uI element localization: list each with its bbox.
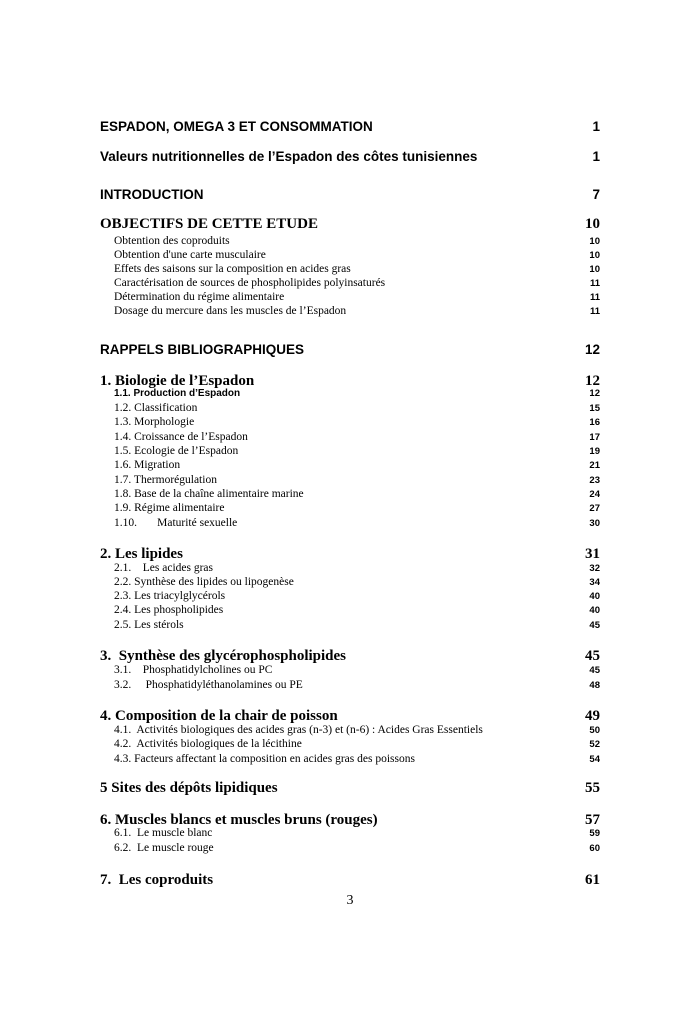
toc-subentry (114, 664, 600, 676)
toc-entry-introduction (100, 187, 600, 202)
toc-subentry (114, 459, 600, 471)
toc-subentry (114, 249, 600, 261)
toc-subentry-page: 21 (589, 460, 600, 471)
toc-entry-label: 5 Sites des dépôts lipidiques (100, 780, 278, 796)
toc-subentry (114, 724, 600, 736)
toc-subentry-label: 1.9. Régime alimentaire (114, 502, 225, 514)
toc-subentry-page: 40 (589, 591, 600, 602)
toc-entry-label: 2. Les lipides (100, 546, 183, 562)
toc-subentry-label: Effets des saisons sur la composition en acides gras (114, 263, 351, 275)
toc-subentry-label: 1.8. Base de la chaîne alimentaire marine (114, 488, 304, 500)
page-number: 3 (346, 893, 354, 908)
toc-subentry-label: 2.4. Les phospholipides (114, 604, 224, 616)
toc-entry-page: 1 (592, 119, 600, 134)
toc-subentry-page: 11 (589, 278, 600, 289)
toc-subentry (114, 416, 600, 428)
toc-subentry-page: 11 (589, 306, 600, 317)
toc-subentry-page: 45 (589, 620, 600, 631)
toc-subentry-page: 27 (589, 503, 600, 514)
toc-subentry-page: 60 (589, 843, 600, 854)
toc-entry-lipides (100, 546, 600, 563)
toc-subentry (114, 562, 600, 574)
toc-entry-page: 1 (592, 149, 600, 164)
toc-subentry-label: 6.2. Le muscle rouge (114, 842, 214, 854)
toc-subentry-page: 24 (589, 489, 600, 500)
toc-subentry (114, 842, 600, 854)
toc-subentry-label: Détermination du régime alimentaire (114, 291, 285, 303)
toc-subentry-label: 1.3. Morphologie (114, 416, 195, 428)
toc-subentry-label: 2.1. Les acides gras (114, 562, 213, 574)
toc-subentry-page: 19 (589, 446, 600, 457)
toc-subentry (114, 235, 600, 247)
toc-subentry (114, 388, 600, 399)
toc-subentry-label: 1.4. Croissance de l’Espadon (114, 431, 248, 443)
toc-subentry (114, 474, 600, 486)
toc-entry-label: 4. Composition de la chair de poisson (100, 708, 338, 724)
toc-subentry-page: 17 (589, 432, 600, 443)
toc-subentry-label: Obtention d'une carte musculaire (114, 249, 266, 261)
toc-subentry-page: 59 (589, 828, 600, 839)
toc-subentry-label: Dosage du mercure dans les muscles de l’Espadon (114, 305, 347, 317)
toc-entry-page: 12 (584, 342, 600, 357)
toc-subentry-label: 1.6. Migration (114, 459, 181, 471)
toc-subentry (114, 488, 600, 500)
toc-entry-objectifs (100, 216, 600, 233)
toc-subentry-label: 2.5. Les stérols (114, 619, 184, 631)
toc-subentry-label: 2.3. Les triacylglycérols (114, 590, 226, 602)
toc-subentry-page: 54 (589, 754, 600, 765)
toc-entry-label: OBJECTIFS DE CETTE ETUDE (100, 216, 318, 232)
toc-subentry-label: 1.7. Thermorégulation (114, 474, 217, 486)
toc-subentry-page: 34 (589, 577, 600, 588)
toc-subentry (114, 305, 600, 317)
toc-subentry-page: 23 (589, 475, 600, 486)
toc-entry-glycerophospholipides (100, 648, 600, 665)
toc-entry-valeurs-nutritionnelles (100, 149, 600, 164)
toc-subentry-label: 4.1. Activités biologiques des acides gras (n-3) et (n-6) : Acides Gras Essentiels (114, 724, 483, 736)
toc-entry-page: 49 (585, 708, 600, 724)
toc-subentry (114, 753, 600, 765)
toc-entry-page: 55 (585, 780, 600, 796)
toc-entry-rappels (100, 342, 600, 357)
toc-entry-label: Valeurs nutritionnelles de l’Espadon des côtes tunisiennes (100, 149, 478, 164)
toc-subentry-label: Obtention des coproduits (114, 235, 230, 247)
toc-entry-coproduits (100, 872, 600, 889)
toc-entry-page: 7 (592, 187, 600, 202)
toc-entry-label: ESPADON, OMEGA 3 ET CONSOMMATION (100, 119, 373, 134)
toc-subentry-page: 32 (589, 563, 600, 574)
toc-entry-label: 7. Les coproduits (100, 872, 214, 888)
toc-subentry (114, 738, 600, 750)
toc-entry-sites-depots (100, 780, 600, 797)
toc-subentry-label: Caractérisation de sources de phospholipides polyinsaturés (114, 277, 386, 289)
toc-subentry (114, 827, 600, 839)
toc-subentry (114, 576, 600, 588)
toc-entry-label: 3. Synthèse des glycérophospholipides (100, 648, 347, 664)
toc-subentry-label: 3.2. Phosphatidyléthanolamines ou PE (114, 679, 303, 691)
toc-subentry-label: 3.1. Phosphatidylcholines ou PC (114, 664, 273, 676)
toc-entry-page: 61 (585, 872, 600, 888)
toc-subentry (114, 431, 600, 443)
toc-entry-espadon-omega3 (100, 119, 600, 134)
toc-entry-label: RAPPELS BIBLIOGRAPHIQUES (100, 342, 305, 357)
toc-subentry (114, 619, 600, 631)
toc-subentry-label: 1.1. Production d’Espadon (114, 388, 241, 399)
toc-subentry-page: 10 (589, 250, 600, 261)
toc-subentry-page: 10 (589, 236, 600, 247)
toc-subentry-label: 4.2. Activités biologiques de la lécithine (114, 738, 302, 750)
toc-subentry (114, 604, 600, 616)
toc-entry-page: 31 (585, 546, 600, 562)
toc-entry-page: 10 (585, 216, 600, 232)
toc-entry-page: 12 (585, 373, 600, 389)
toc-subentry (114, 291, 600, 303)
toc-subentry (114, 517, 600, 529)
toc-entry-label: 6. Muscles blancs et muscles bruns (rouges) (100, 812, 378, 828)
toc-subentry-label: 2.2. Synthèse des lipides ou lipogenèse (114, 576, 294, 588)
toc-entry-label: INTRODUCTION (100, 187, 204, 202)
toc-subentry (114, 445, 600, 457)
toc-subentry-page: 16 (589, 417, 600, 428)
toc-subentry-page: 48 (589, 680, 600, 691)
toc-subentry-label: 4.3. Facteurs affectant la composition en acides gras des poissons (114, 753, 415, 765)
toc-entry-composition-chair (100, 708, 600, 725)
toc-entry-label: 1. Biologie de l’Espadon (100, 373, 255, 389)
toc-subentry-page: 15 (589, 403, 600, 414)
toc-subentry-page: 30 (589, 518, 600, 529)
toc-subentry-label: 1.5. Ecologie de l’Espadon (114, 445, 239, 457)
toc-subentry (114, 679, 600, 691)
toc-subentry (114, 502, 600, 514)
toc-subentry (114, 263, 600, 275)
toc-subentry-page: 12 (589, 388, 600, 399)
toc-subentry-label: 1.10. Maturité sexuelle (114, 517, 238, 529)
toc-subentry (114, 277, 600, 289)
toc-subentry (114, 590, 600, 602)
toc-entry-page: 57 (585, 812, 600, 828)
toc-subentry-label: 6.1. Le muscle blanc (114, 827, 213, 839)
toc-subentry-page: 10 (589, 264, 600, 275)
toc-subentry-page: 50 (589, 725, 600, 736)
toc-entry-page: 45 (585, 648, 600, 664)
toc-subentry (114, 402, 600, 414)
toc-subentry-page: 45 (589, 665, 600, 676)
toc-subentry-page: 11 (589, 292, 600, 303)
toc-subentry-page: 40 (589, 605, 600, 616)
toc-subentry-page: 52 (589, 739, 600, 750)
toc-subentry-label: 1.2. Classification (114, 402, 198, 414)
